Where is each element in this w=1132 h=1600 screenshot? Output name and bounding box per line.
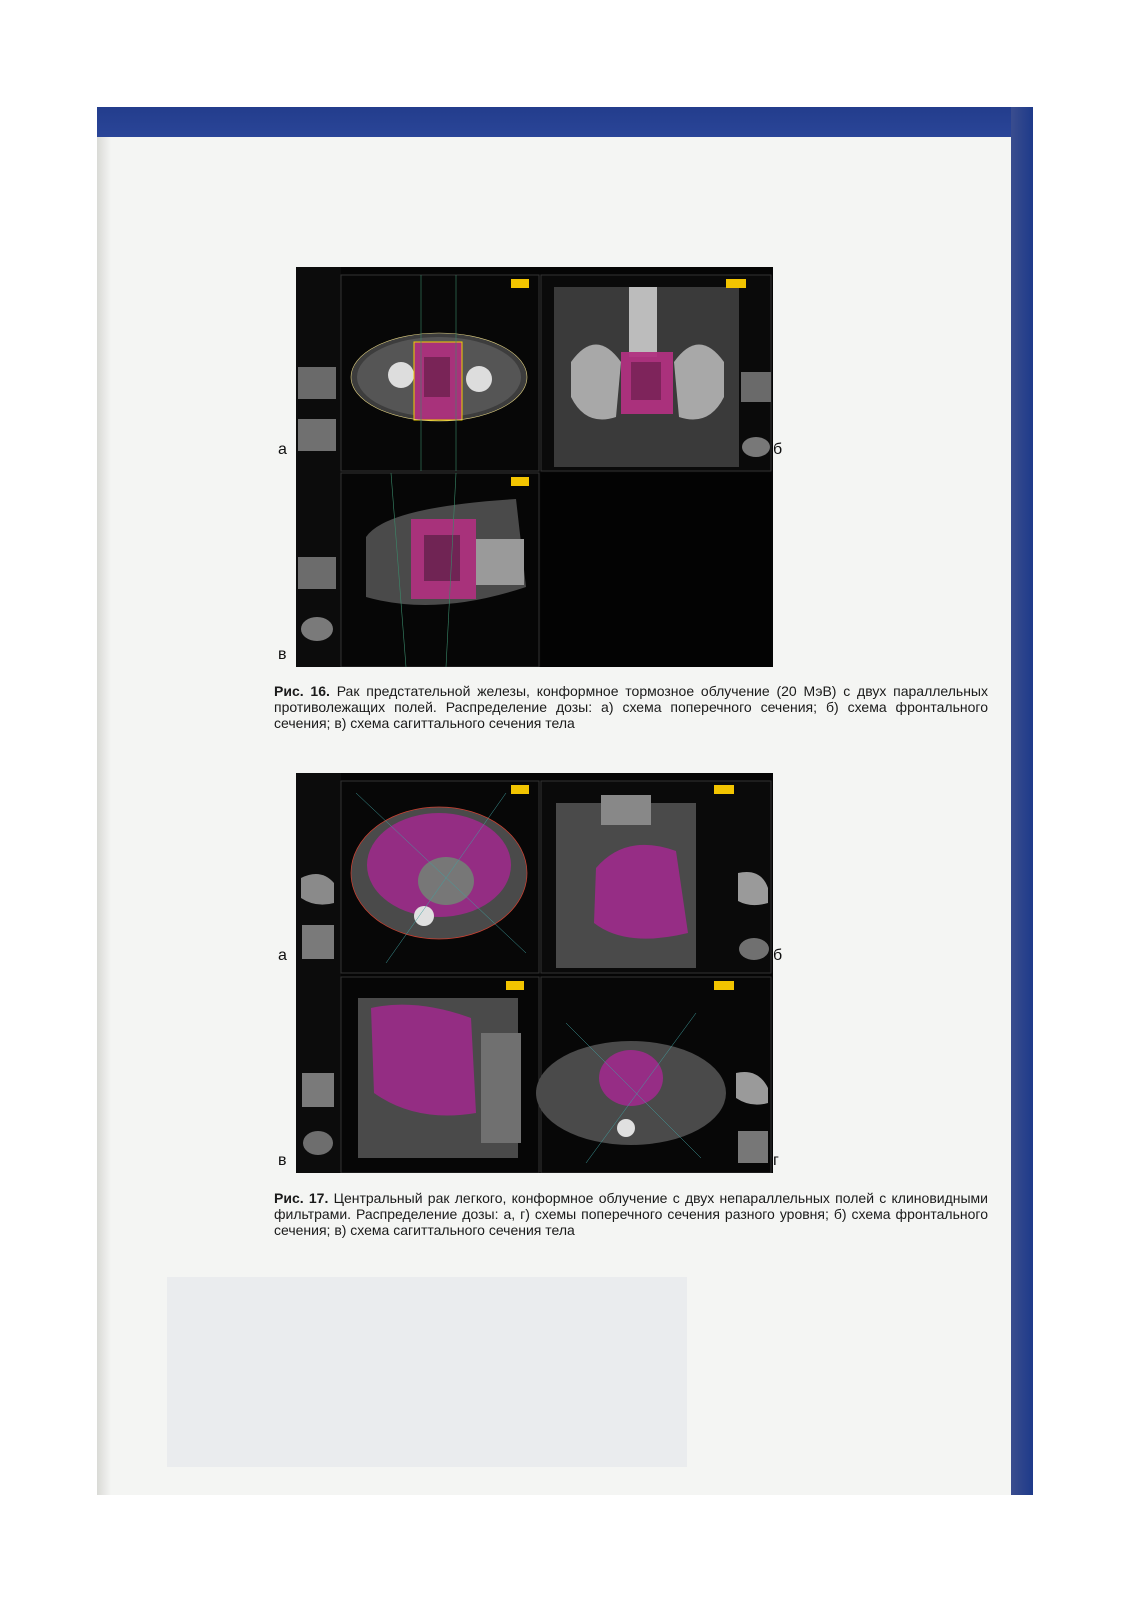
page-bleed-shade <box>167 1277 687 1467</box>
figure-16-label-a: а <box>278 441 287 458</box>
figure-17-ct-scans <box>296 773 773 1173</box>
figure-17-caption-prefix: Рис. 17. <box>274 1190 329 1206</box>
figure-16-caption <box>274 683 988 731</box>
page-gutter-shade <box>97 137 111 1495</box>
figure-17-caption <box>274 1190 988 1238</box>
figure-16-ct-scans <box>296 267 773 667</box>
page-top-band <box>97 107 1033 137</box>
figure-16-caption-prefix: Рис. 16. <box>274 683 330 699</box>
figure-17-label-v: в <box>278 1152 287 1169</box>
figure-16-caption-text: Рак предстательной железы, конформное тормозное облучение (20 МэВ) с двух параллельных противолежащих полей. Распределение дозы: а) схема поперечного сечения; б) схема фронтального сечения; в) схема сагиттального сечения тела <box>274 683 988 731</box>
figure-17-image <box>296 773 773 1173</box>
figure-16-label-b: б <box>773 441 783 458</box>
book-page <box>97 107 1033 1495</box>
figure-17-caption-text: Центральный рак легкого, конформное облучение с двух непараллельных полей с клиновидными фильтрами. Распределение дозы: а, г) схемы поперечного сечения разного уровня; б) схема фронтального сечения; в) схема сагиттального сечения тела <box>274 1190 988 1238</box>
page-right-band <box>1011 107 1033 1495</box>
figure-17-label-a: а <box>278 947 287 964</box>
figure-16-image <box>296 267 773 667</box>
figure-16-label-v: в <box>278 646 287 663</box>
figure-17-label-g: г <box>773 1152 779 1169</box>
figure-17-label-b: б <box>773 947 783 964</box>
